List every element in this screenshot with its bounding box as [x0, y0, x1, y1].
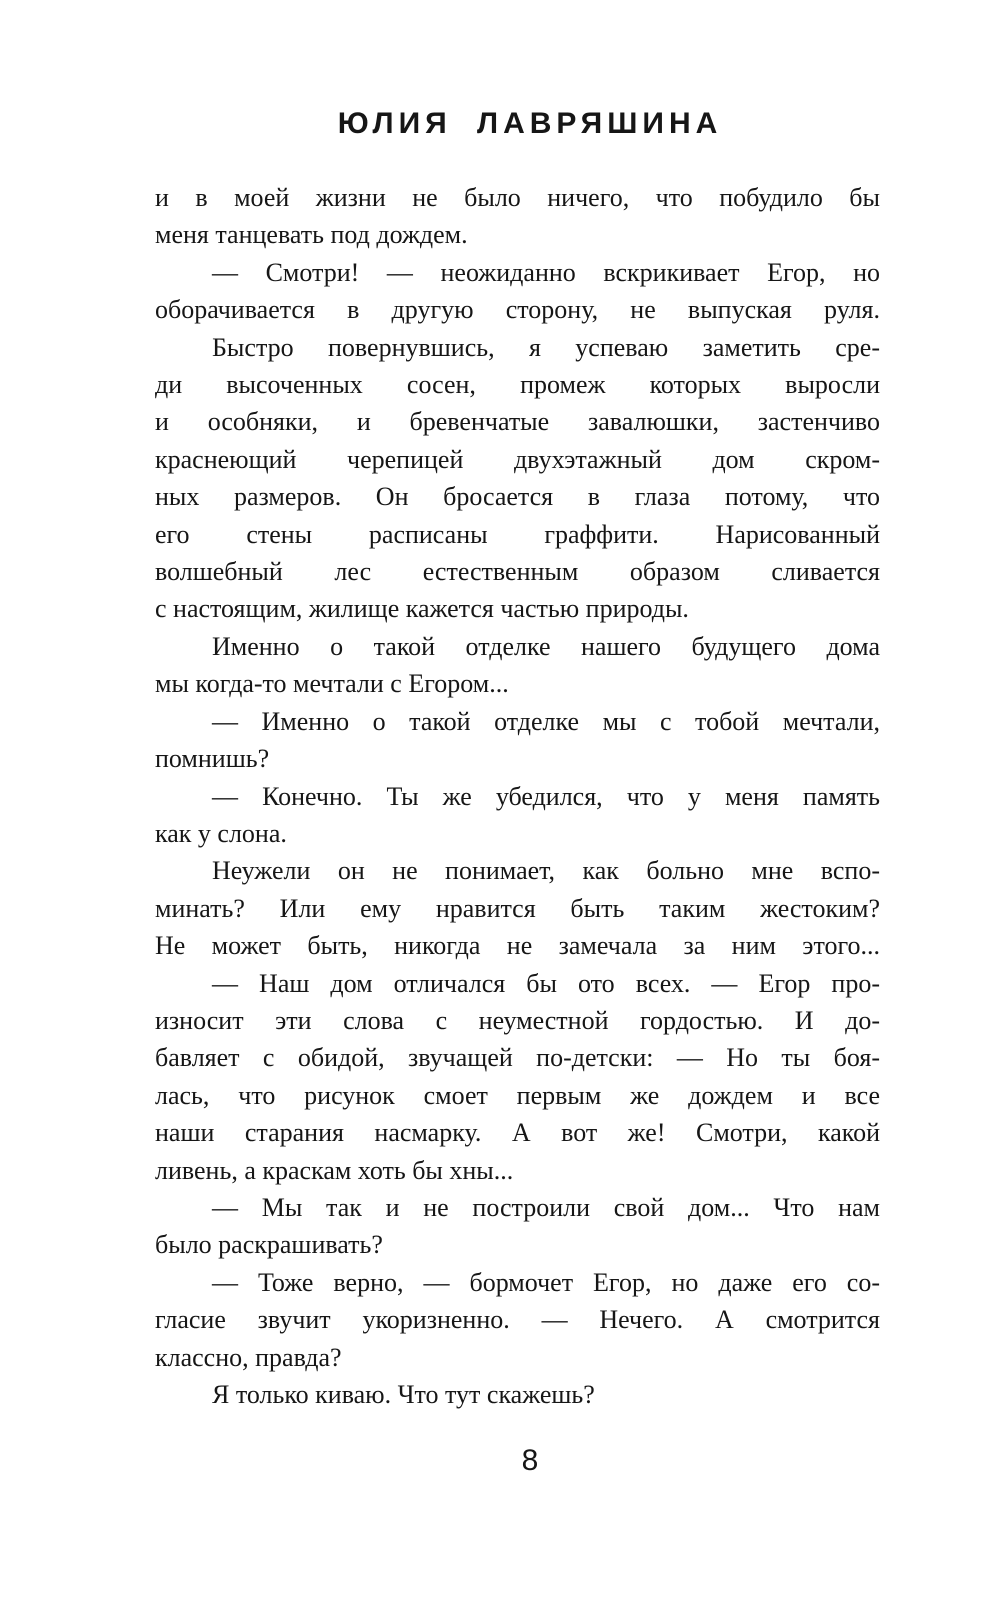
text-line: Я только киваю. Что тут скажешь? — [212, 1380, 595, 1409]
body-text — [155, 179, 880, 1413]
text-line: меня танцевать под дождем. — [155, 220, 468, 250]
text-line: бавляет с обидой, звучащей по-детски: — Но ты боя- — [155, 1043, 880, 1073]
text-line: ных размеров. Он бросается в глаза потому, что — [155, 482, 880, 512]
text-line: лась, что рисунок смоет первым же дождем и все — [155, 1080, 880, 1110]
text-line: волшебный лес естественным образом сливается — [155, 557, 880, 587]
page-number: 8 — [521, 1444, 539, 1477]
text-line: наши старания насмарку. А вот же! Смотри, какой — [155, 1118, 880, 1148]
running-head-author: ЮЛИЯ ЛАВРЯШИНА — [337, 107, 723, 140]
text-line: как у слона. — [155, 818, 287, 848]
text-line: ливень, а краскам хоть бы хны... — [155, 1155, 514, 1185]
text-line: износит эти слова с неуместной гордостью. И до- — [155, 1005, 880, 1035]
text-line: — Именно о такой отделке мы с тобой мечтали, — [212, 706, 880, 736]
text-line: гласие звучит укоризненно. — Нечего. А смотрится — [155, 1305, 880, 1335]
text-line: и в моей жизни не было ничего, что побудило бы — [155, 183, 880, 212]
text-line: — Смотри! — неожиданно вскрикивает Егор, но — [212, 257, 880, 287]
text-line: и особняки, и бревенчатые завалюшки, застенчиво — [155, 407, 880, 437]
text-line: с настоящим, жилище кажется частью природы. — [155, 594, 689, 624]
text-line: оборачивается в другую сторону, не выпуская руля. — [155, 295, 880, 325]
text-line: помнишь? — [155, 744, 270, 774]
text-line: краснеющий черепицей двухэтажный дом скром- — [155, 444, 880, 474]
text-line: Именно о такой отделке нашего будущего дома — [212, 631, 880, 661]
text-line: Неужели он не понимает, как больно мне вспо- — [212, 856, 880, 886]
text-line: Не может быть, никогда не замечала за ним этого... — [155, 931, 880, 961]
text-line: классно, правда? — [155, 1342, 342, 1372]
text-line: минать? Или ему нравится быть таким жестоким? — [155, 893, 880, 923]
text-line: — Наш дом отличался бы ото всех. — Егор про- — [212, 968, 880, 998]
text-line: было раскрашивать? — [155, 1230, 383, 1260]
text-line: Быстро повернувшись, я успеваю заметить сре- — [212, 332, 880, 362]
text-line: мы когда-то мечтали с Егором... — [155, 669, 509, 699]
text-line: его стены расписаны граффити. Нарисованный — [155, 519, 880, 549]
text-line: — Тоже верно, — бормочет Егор, но даже его со- — [212, 1267, 880, 1297]
text-line: — Мы так и не построили свой дом... Что нам — [212, 1192, 880, 1222]
text-line: ди высоченных сосен, промеж которых выросли — [155, 370, 880, 400]
text-line: — Конечно. Ты же убедился, что у меня память — [212, 781, 880, 811]
